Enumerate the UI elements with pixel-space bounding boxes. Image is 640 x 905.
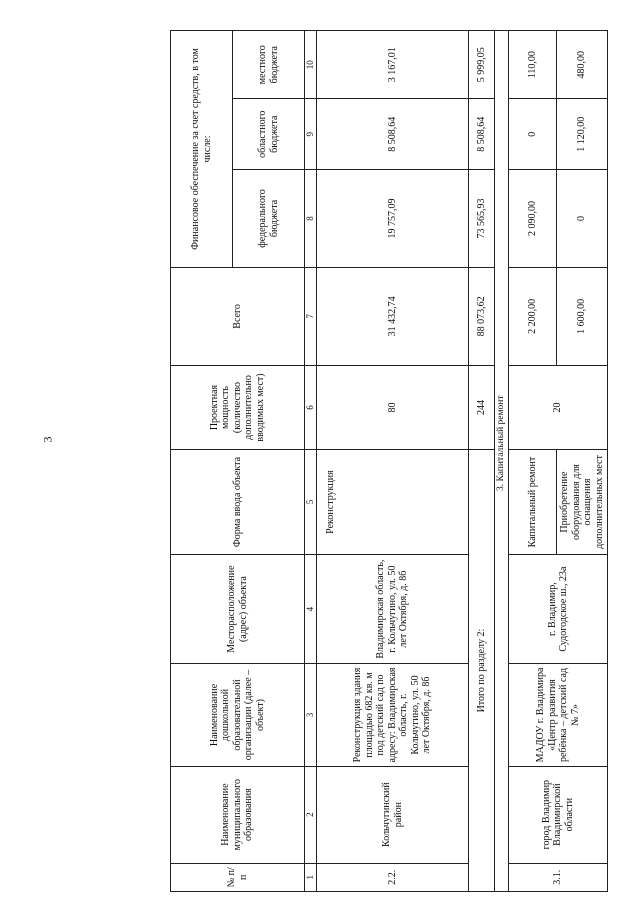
row-form: Капитальный ремонт bbox=[509, 450, 557, 555]
row-num: 2.2. bbox=[317, 863, 469, 891]
total-regional: 8 508,64 bbox=[469, 99, 495, 170]
row-municipality: город Владимир Владимирской области bbox=[509, 766, 608, 863]
column-number: 1 bbox=[305, 863, 317, 891]
row-regional: 1 120,00 bbox=[557, 99, 608, 170]
row-total: 2 200,00 bbox=[509, 267, 557, 365]
header-municipality: Наименование муниципального образования bbox=[171, 766, 305, 863]
total-local: 5 999,05 bbox=[469, 31, 495, 99]
column-number: 6 bbox=[305, 365, 317, 449]
header-federal: федерального бюджета bbox=[233, 170, 305, 268]
header-funding-group: Финансовое обеспечение за счет средств, в том числе: bbox=[171, 31, 233, 268]
column-number: 4 bbox=[305, 554, 317, 663]
row-form: Реконструкция bbox=[317, 450, 469, 555]
section-title-row bbox=[495, 31, 509, 892]
header-local: местного бюджета bbox=[233, 31, 305, 99]
row-federal: 2 090,00 bbox=[509, 170, 557, 268]
header-regional: областного бюджета bbox=[233, 99, 305, 170]
total-sum: 88 073,62 bbox=[469, 267, 495, 365]
row-capacity: 20 bbox=[509, 365, 608, 449]
header-form: Форма ввода объекта bbox=[171, 450, 305, 555]
row-form: Приобретение оборудования для оснащения дополнительных мест bbox=[557, 450, 608, 555]
total-label: Итого по разделу 2: bbox=[469, 450, 495, 892]
row-federal: 19 757,09 bbox=[317, 170, 469, 268]
header-capacity: Проектная мощность (количество дополнительно вводимых мест) bbox=[171, 365, 305, 449]
table-row bbox=[317, 31, 469, 892]
column-number: 9 bbox=[305, 99, 317, 170]
column-number: 7 bbox=[305, 267, 317, 365]
row-regional: 0 bbox=[509, 99, 557, 170]
financing-table bbox=[170, 30, 608, 892]
column-number: 2 bbox=[305, 766, 317, 863]
column-number: 3 bbox=[305, 664, 317, 766]
row-total: 1 600,00 bbox=[557, 267, 608, 365]
page-number: 3 bbox=[40, 436, 55, 443]
section-title: 3. Капитальный ремонт bbox=[495, 31, 509, 892]
row-address: г. Владимир, Судогодское ш., 23а bbox=[509, 554, 608, 663]
total-row bbox=[469, 31, 495, 892]
header-num: № п/п bbox=[171, 863, 305, 891]
column-number: 8 bbox=[305, 170, 317, 268]
row-total: 31 432,74 bbox=[317, 267, 469, 365]
header-total: Всего bbox=[171, 267, 305, 365]
header-row bbox=[171, 31, 233, 892]
row-municipality: Кольчугинский район bbox=[317, 766, 469, 863]
row-organization: МАДОУ г. Владимира «Центр развития ребёнка – детский сад № 7» bbox=[509, 664, 608, 766]
total-federal: 73 565,93 bbox=[469, 170, 495, 268]
column-number-row bbox=[305, 31, 317, 892]
total-capacity: 244 bbox=[469, 365, 495, 449]
table-row bbox=[509, 31, 557, 892]
column-number: 5 bbox=[305, 450, 317, 555]
row-organization: Реконструкция здания площадью 682 кв. м под детский сад по адресу: Владимирская область, г. Кольчугино, ул. 50 лет Октября, д. 8б bbox=[317, 664, 469, 766]
row-local: 3 167,01 bbox=[317, 31, 469, 99]
column-number: 10 bbox=[305, 31, 317, 99]
row-capacity: 80 bbox=[317, 365, 469, 449]
row-federal: 0 bbox=[557, 170, 608, 268]
header-organization: Наименование дошкольной образовательной организации (далее – объект) bbox=[171, 664, 305, 766]
row-local: 480,00 bbox=[557, 31, 608, 99]
row-address: Владимирская область, г. Кольчугино, ул. 50 лет Октября, д. 8б bbox=[317, 554, 469, 663]
row-num: 3.1. bbox=[509, 863, 608, 891]
row-local: 110,00 bbox=[509, 31, 557, 99]
row-regional: 8 508,64 bbox=[317, 99, 469, 170]
rotated-table-wrapper bbox=[170, 30, 605, 892]
header-address: Месторасположение (адрес) объекта bbox=[171, 554, 305, 663]
